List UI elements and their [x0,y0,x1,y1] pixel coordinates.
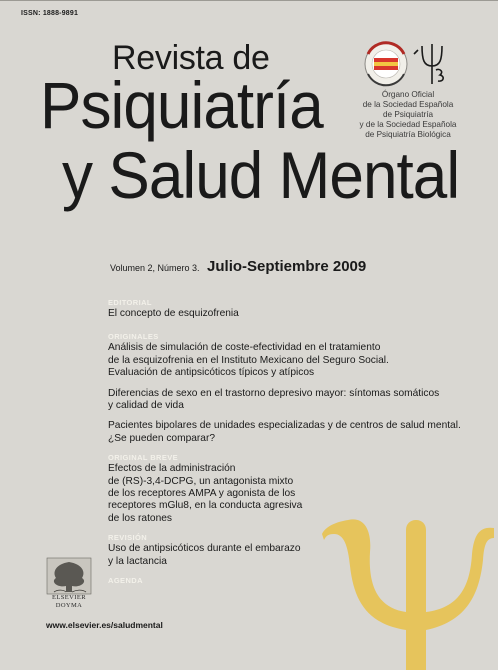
article-title-line: de los ratones [108,512,172,524]
article-revision[interactable] [108,543,448,568]
article-title-line: de (RS)-3,4-DCPG, un antagonista mixto [108,475,294,487]
journal-url-link[interactable]: www.elsevier.es/saludmental [46,620,163,630]
article-original-3[interactable] [108,420,461,445]
article-original-1[interactable] [108,342,448,379]
article-original-2[interactable] [108,388,448,413]
volume-number: Volumen 2, Número 3. [110,263,200,273]
title-line-3: y Salud Mental [62,138,460,212]
article-title-line: ¿Se pueden comparar? [108,432,216,444]
section-label-original-breve: ORIGINAL BREVE [108,453,179,463]
section-label-originales: ORIGINALES [108,332,159,342]
top-edge-line [0,0,498,1]
official-organ-note [338,90,478,140]
article-title-line: de los receptores AMPA y agonista de los [108,488,296,500]
article-title-line: Efectos de la administración [108,463,236,475]
article-title-line: de la esquizofrenia en el Instituto Mexicano del Seguro Social. [108,354,389,366]
issue-date: Julio-Septiembre 2009 [207,258,367,275]
society-logos [362,40,452,88]
article-title-line: y la lactancia [108,555,167,567]
article-title-line: y calidad de vida [108,400,184,412]
spanish-society-seal-icon [365,43,407,86]
publisher-name-line-2: DOYMA [55,602,83,609]
title-line-1: Revista de [112,39,270,77]
section-label-editorial: EDITORIAL [108,298,152,307]
article-editorial[interactable] [108,308,448,320]
organ-line: y de la Sociedad Española [359,120,457,129]
article-title-line: Pacientes bipolares de unidades especializadas y de centros de salud mental. [108,420,461,432]
organ-line: de Psiquiatría [382,110,434,119]
table-of-contents [108,294,461,586]
article-title-line: El concepto de esquizofrenia [108,308,239,319]
publisher-name-line-1: ELSEVIER [52,594,86,601]
psi-biological-logo-icon [414,44,443,84]
organ-line: de la Sociedad Española [362,100,454,109]
article-title-line: receptores mGlu8, en la conducta agresiva [108,500,303,512]
issue-info [110,258,366,276]
article-original-breve[interactable] [108,463,448,525]
article-title-line: Diferencias de sexo en el trastorno depresivo mayor: síntomas somáticos [108,387,440,399]
article-title-line: Uso de antipsicóticos durante el embarazo [108,543,301,555]
publisher-name [44,594,94,610]
organ-line: de Psiquiatría Biológica [365,130,451,139]
issn-label: ISSN: 1888-9891 [21,10,79,17]
title-line-2: Psiquiatría [40,68,323,142]
section-label-agenda[interactable]: AGENDA [108,576,143,586]
section-label-revision: REVISIÓN [108,533,148,543]
organ-line: Órgano Oficial [381,90,435,99]
article-title-line: Evaluación de antipsicóticos típicos y atípicos [108,367,315,379]
article-title-line: Análisis de simulación de coste-efectividad en el tratamiento [108,342,381,354]
